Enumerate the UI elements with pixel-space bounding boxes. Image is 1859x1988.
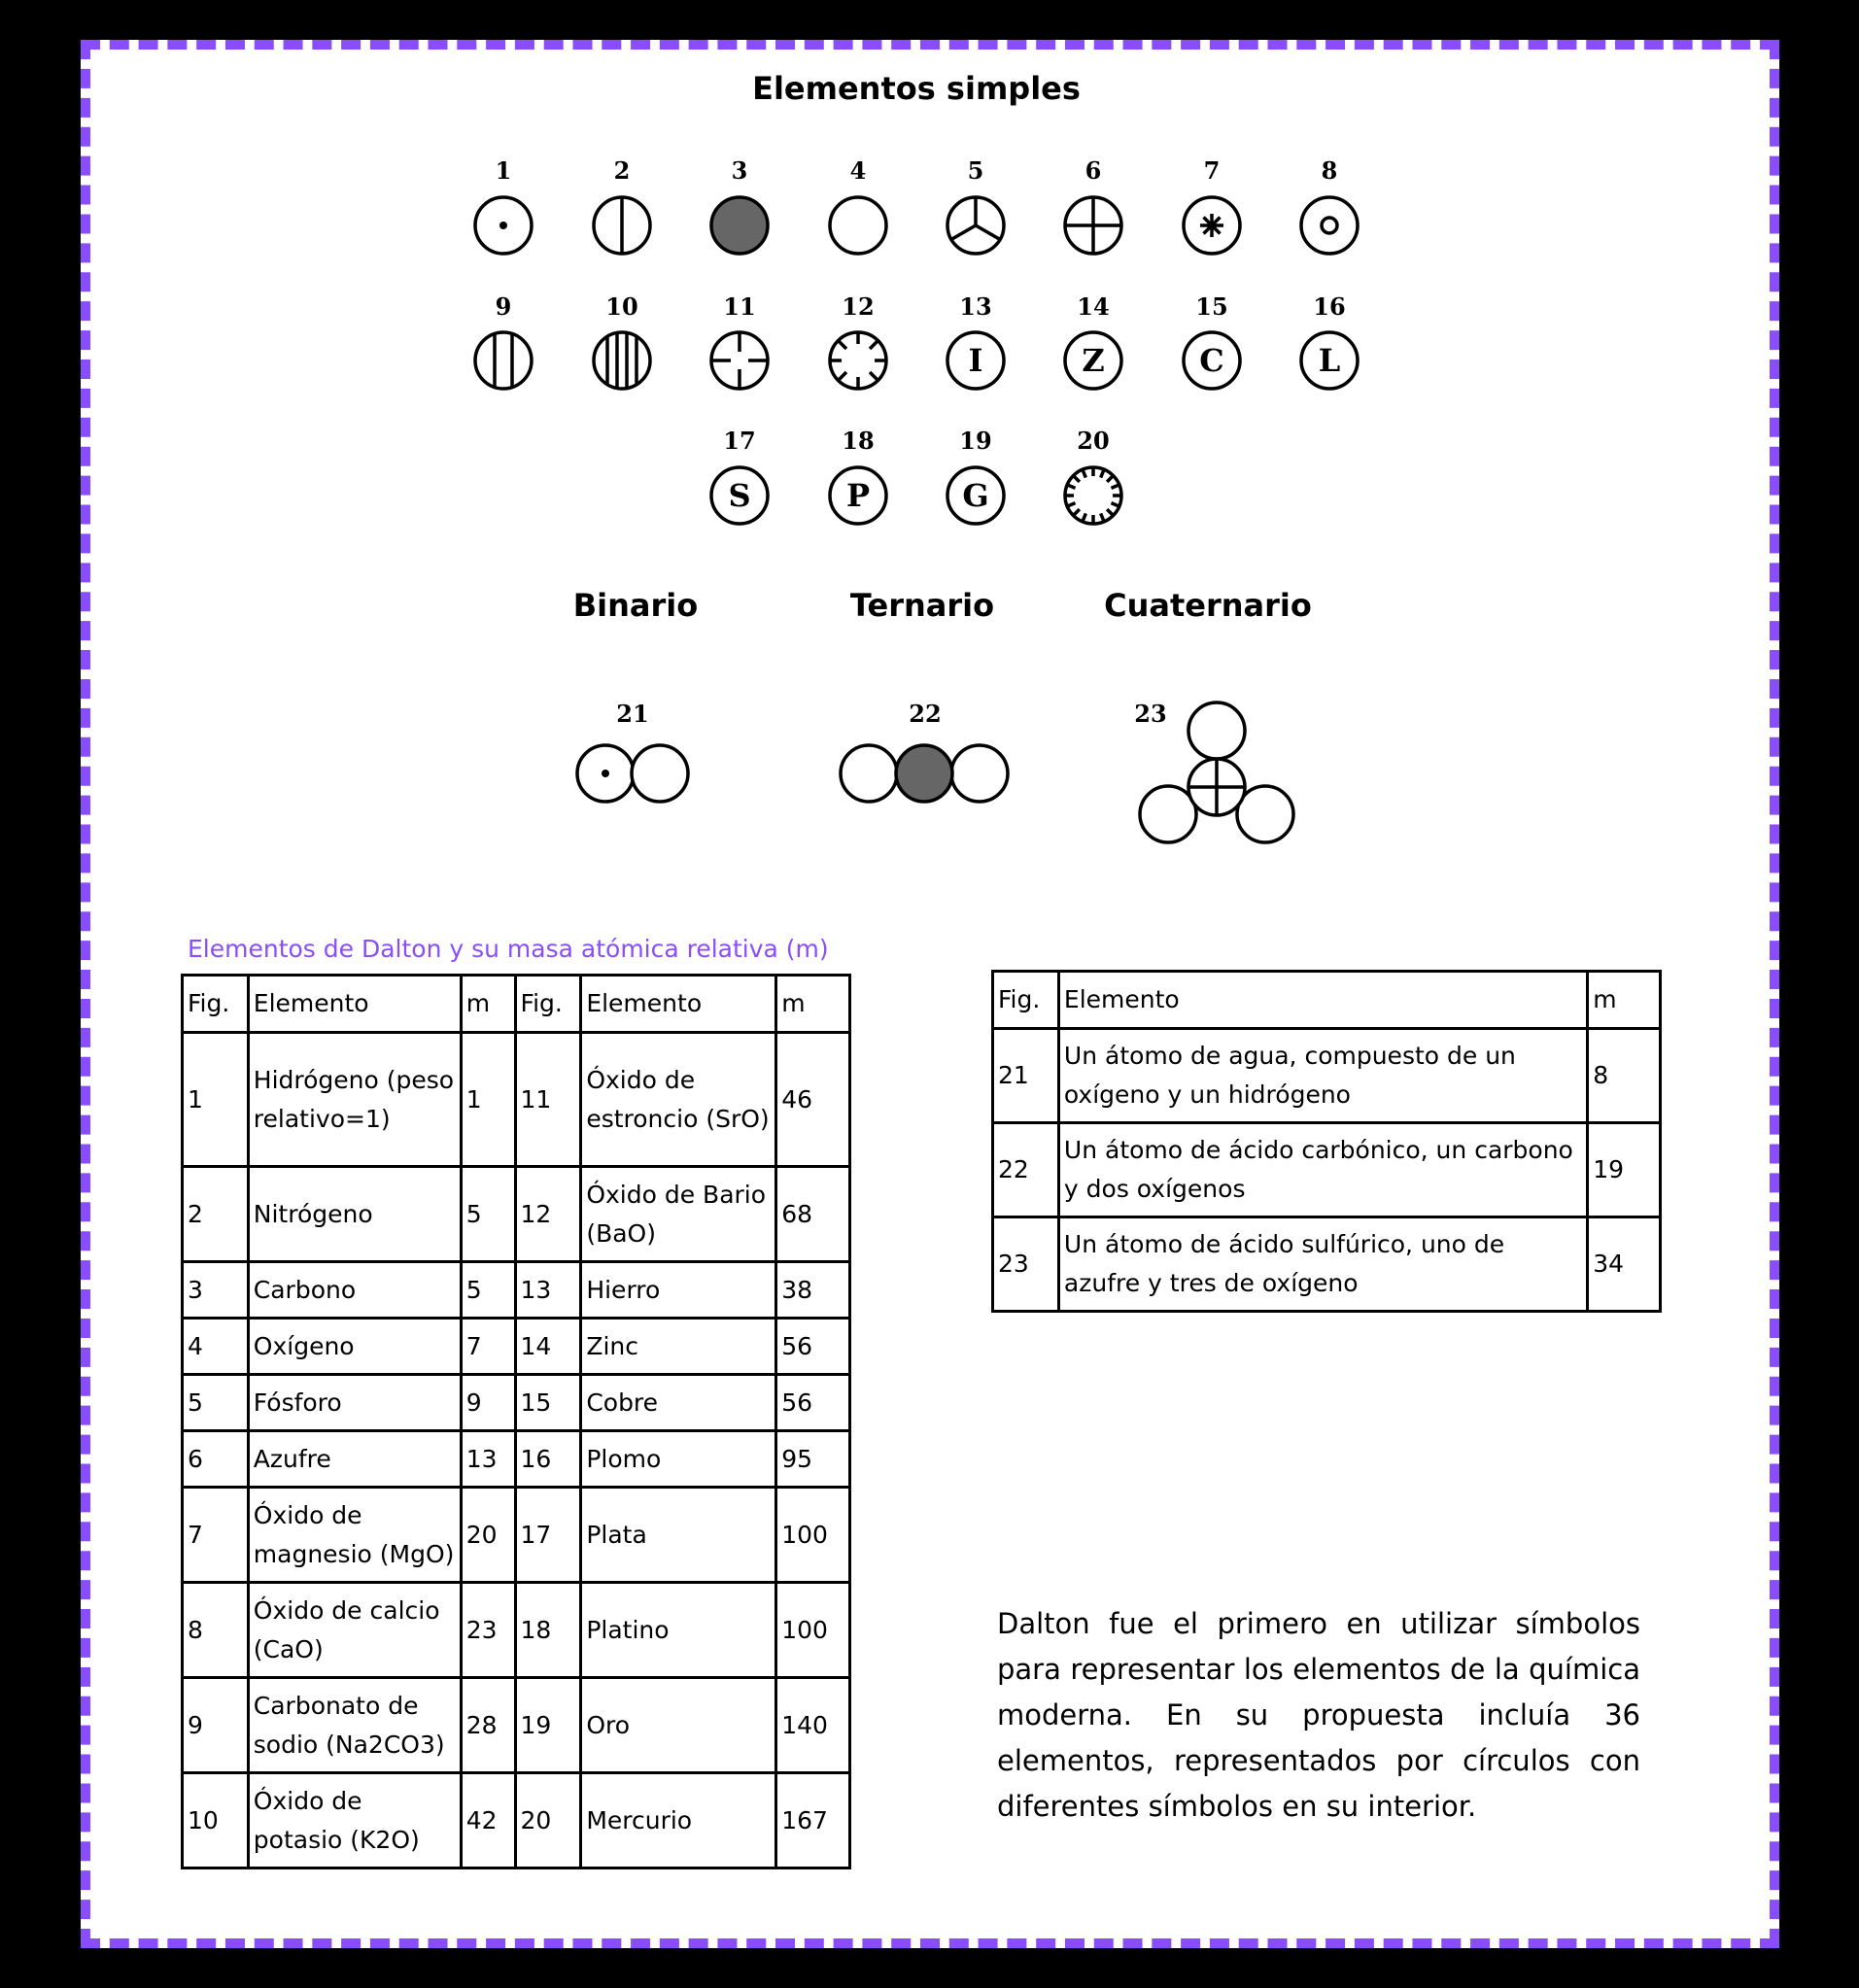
cell-mass: 8 [1588,1029,1661,1123]
cell-element: Plomo [581,1431,776,1488]
cell-mass: 1 [461,1033,515,1167]
heading-quaternary: Cuaternario [1104,587,1312,624]
cell-element: Azufre [248,1431,461,1488]
cell-mass: 56 [776,1375,850,1431]
cell-fig: 11 [515,1033,581,1167]
compound-number: 23 [1134,700,1167,728]
element-symbol-7 [1184,156,1240,254]
cell-fig: 8 [183,1583,249,1678]
compounds-table [991,970,1662,1313]
table-row [183,1583,850,1678]
cell-element: Un átomo de agua, compuesto de un oxígeno y un hidrógeno [1058,1029,1587,1123]
element-number: 4 [849,156,867,185]
element-number: 2 [613,156,631,185]
quaternary-compound-icon [1134,700,1293,842]
element-symbol-4 [830,156,886,254]
ring-circle-icon [1301,197,1358,254]
cell-mass: 68 [776,1167,850,1262]
table-row [183,1375,850,1431]
cell-mass: 95 [776,1431,850,1488]
cell-element: Óxido de estroncio (SrO) [581,1033,776,1167]
element-number: 19 [959,427,992,455]
star-circle-icon [1184,197,1240,254]
empty-circle-icon [830,197,886,254]
element-symbol-14 [1065,292,1121,389]
cell-fig: 14 [515,1319,581,1375]
element-letter: Z [1082,342,1105,379]
header-mass: m [461,976,515,1033]
element-symbol-2 [594,156,650,254]
four-lines-circle-icon [594,332,650,389]
header-element: Elemento [248,976,461,1033]
cell-mass: 167 [776,1773,850,1868]
header-element: Elemento [581,976,776,1033]
element-number: 5 [967,156,984,185]
description-paragraph: Dalton fue el primero en utilizar símbolos para representar los elementos de la química moderna. En su propuesta incluía 36 elementos, representados por círculos con diferentes símbolos en su interior. [997,1607,1640,1823]
heading-simple-elements: Elementos simples [752,70,1081,107]
cell-fig: 19 [515,1678,581,1773]
ticks-circle-icon [830,332,886,389]
element-number: 7 [1203,156,1221,185]
crosshair-circle-icon [711,332,768,389]
element-symbol-13 [947,292,1004,389]
cell-fig: 2 [183,1167,249,1262]
cell-mass: 20 [461,1488,515,1583]
element-symbol-19 [947,427,1004,524]
cell-fig: 15 [515,1375,581,1431]
cell-fig: 23 [993,1217,1059,1312]
cell-element: Un átomo de ácido carbónico, un carbono y dos oxígenos [1058,1123,1587,1217]
element-number: 3 [731,156,748,185]
element-symbol-15 [1184,292,1240,389]
table-row [183,1167,850,1262]
cell-mass: 140 [776,1678,850,1773]
compound-number: 22 [909,700,942,728]
cell-mass: 5 [461,1262,515,1319]
dot-circle-icon [475,197,532,254]
cell-fig: 9 [183,1678,249,1773]
cell-mass: 46 [776,1033,850,1167]
element-number: 1 [495,156,512,185]
cell-element: Óxido de magnesio (MgO) [248,1488,461,1583]
element-number: 8 [1321,156,1338,185]
table-row [993,1123,1661,1217]
element-symbol-5 [947,156,1004,254]
element-symbol-10 [594,292,650,389]
cell-mass: 100 [776,1488,850,1583]
element-letter: P [845,477,871,514]
element-symbol-11 [711,292,768,389]
cell-fig: 6 [183,1431,249,1488]
element-letter: I [968,342,983,379]
table-header-row [183,976,850,1033]
table-caption: Elementos de Dalton y su masa atómica relativa (m) [188,935,829,963]
cell-element: Plata [581,1488,776,1583]
element-letter: S [728,477,751,514]
peace-circle-icon [947,197,1004,254]
cell-element: Óxido de calcio (CaO) [248,1583,461,1678]
vertical-line-circle-icon [594,197,650,254]
table-row [183,1678,850,1773]
cell-fig: 12 [515,1167,581,1262]
cell-element: Oxígeno [248,1319,461,1375]
cross-circle-icon [1065,197,1121,254]
element-letter: C [1199,342,1224,379]
cell-fig: 18 [515,1583,581,1678]
element-number: 20 [1077,427,1110,455]
table-row [183,1319,850,1375]
element-letter: G [962,477,989,514]
cell-fig: 20 [515,1773,581,1868]
cell-mass: 13 [461,1431,515,1488]
cell-element: Nitrógeno [248,1167,461,1262]
heading-binary: Binario [572,587,699,624]
ternary-compound-icon [841,700,1008,802]
header-fig: Fig. [515,976,581,1033]
filled-circle-icon [711,197,768,254]
element-symbol-6 [1065,156,1121,254]
element-symbol-3 [711,156,768,254]
table-row [183,1262,850,1319]
element-symbol-8 [1301,156,1358,254]
cell-element: Fósforo [248,1375,461,1431]
binary-compound-icon [577,700,688,802]
header-mass: m [776,976,850,1033]
element-number: 10 [605,292,638,321]
element-number: 18 [842,427,875,455]
cell-element: Óxido de Bario (BaO) [581,1167,776,1262]
cell-mass: 23 [461,1583,515,1678]
cell-fig: 1 [183,1033,249,1167]
element-number: 9 [495,292,512,321]
elements-table [181,974,851,1869]
table-row [993,1217,1661,1312]
element-number: 16 [1313,292,1346,321]
cell-fig: 10 [183,1773,249,1868]
cell-mass: 19 [1588,1123,1661,1217]
cell-mass: 5 [461,1167,515,1262]
table-row [183,1431,850,1488]
cell-element: Carbono [248,1262,461,1319]
cell-element: Platino [581,1583,776,1678]
header-fig: Fig. [993,972,1059,1029]
cell-mass: 7 [461,1319,515,1375]
cell-mass: 100 [776,1583,850,1678]
table-row [183,1488,850,1583]
element-symbol-9 [475,292,532,389]
cell-mass: 56 [776,1319,850,1375]
element-symbol-1 [475,156,532,254]
element-symbol-16 [1301,292,1358,389]
cell-element: Hierro [581,1262,776,1319]
table-row [183,1773,850,1868]
cell-fig: 5 [183,1375,249,1431]
element-symbol-12 [830,292,886,389]
cell-element: Cobre [581,1375,776,1431]
table-header-row [993,972,1661,1029]
element-number: 6 [1084,156,1102,185]
cell-mass: 42 [461,1773,515,1868]
element-symbol-17 [711,427,768,524]
cell-element: Un átomo de ácido sulfúrico, uno de azufre y tres de oxígeno [1058,1217,1587,1312]
compound-number: 21 [616,700,649,728]
dotted-ring-circle-icon [1065,467,1121,524]
header-fig: Fig. [183,976,249,1033]
cell-mass: 28 [461,1678,515,1773]
cell-element: Hidrógeno (peso relativo=1) [248,1033,461,1167]
cell-fig: 16 [515,1431,581,1488]
cell-element: Oro [581,1678,776,1773]
cell-fig: 3 [183,1262,249,1319]
cell-element: Mercurio [581,1773,776,1868]
table-row [183,1033,850,1167]
element-number: 12 [842,292,875,321]
cell-element: Carbonato de sodio (Na2CO3) [248,1678,461,1773]
cell-fig: 13 [515,1262,581,1319]
element-number: 14 [1077,292,1110,321]
heading-ternary: Ternario [849,587,995,624]
element-number: 17 [723,427,756,455]
cell-element: Zinc [581,1319,776,1375]
element-symbol-18 [830,427,886,524]
cell-mass: 38 [776,1262,850,1319]
cell-mass: 9 [461,1375,515,1431]
element-number: 15 [1195,292,1228,321]
cell-fig: 17 [515,1488,581,1583]
cell-fig: 7 [183,1488,249,1583]
header-element: Elemento [1058,972,1587,1029]
header-mass: m [1588,972,1661,1029]
element-number: 11 [723,292,756,321]
cell-element: Óxido de potasio (K2O) [248,1773,461,1868]
cell-fig: 22 [993,1123,1059,1217]
cell-fig: 21 [993,1029,1059,1123]
two-lines-circle-icon [475,332,532,389]
element-letter: L [1318,342,1341,379]
cell-fig: 4 [183,1319,249,1375]
element-number: 13 [959,292,992,321]
element-symbol-20 [1065,427,1121,524]
cell-mass: 34 [1588,1217,1661,1312]
table-row [993,1029,1661,1123]
